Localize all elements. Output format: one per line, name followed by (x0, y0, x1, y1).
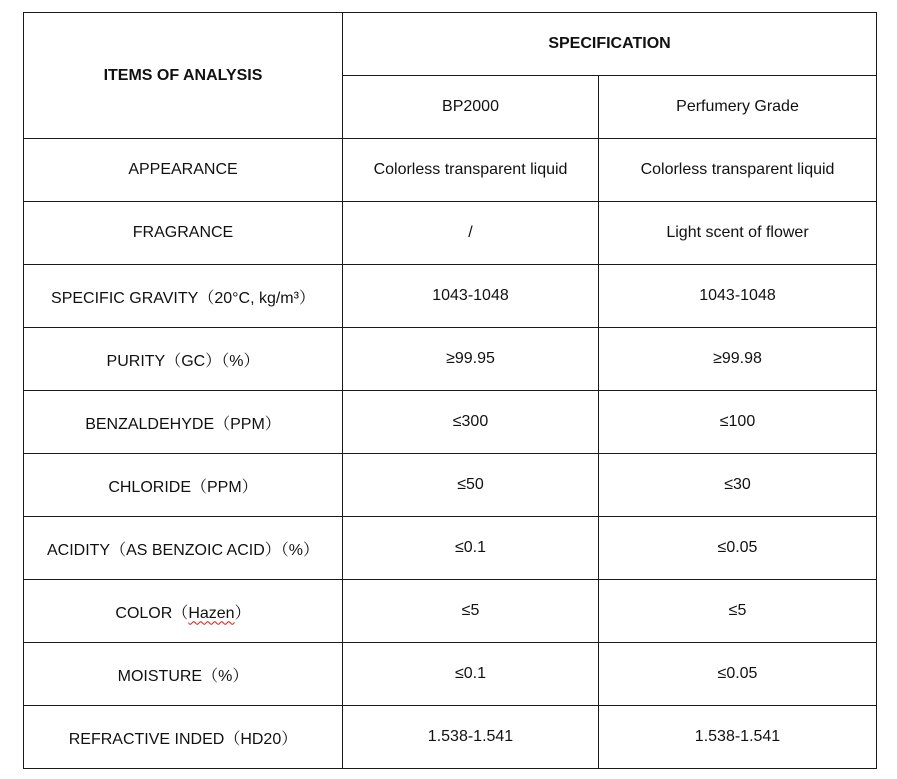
bp2000-cell: Colorless transparent liquid (343, 139, 599, 202)
table-row (24, 265, 877, 328)
perfumery-cell: Light scent of flower (599, 202, 877, 265)
table-row (24, 328, 877, 391)
perfumery-cell: ≤100 (599, 391, 877, 454)
table-row (24, 139, 877, 202)
specification-header: SPECIFICATION (343, 13, 877, 76)
perfumery-cell: ≤30 (599, 454, 877, 517)
table-row (24, 706, 877, 769)
bp2000-cell: 1043-1048 (343, 265, 599, 328)
table-row (24, 202, 877, 265)
bp2000-cell: ≤300 (343, 391, 599, 454)
perfumery-grade-column-header: Perfumery Grade (599, 76, 877, 139)
bp2000-cell: / (343, 202, 599, 265)
item-suffix: ） (234, 604, 251, 622)
item-cell: ACIDITY（AS BENZOIC ACID）（%） (24, 517, 343, 580)
table-row (24, 517, 877, 580)
bp2000-cell: ≥99.95 (343, 328, 599, 391)
item-cell (24, 580, 343, 643)
header-row-1 (24, 13, 877, 76)
perfumery-cell: ≤0.05 (599, 643, 877, 706)
bp2000-cell: 1.538-1.541 (343, 706, 599, 769)
item-cell: PURITY（GC）（%） (24, 328, 343, 391)
item-cell: APPEARANCE (24, 139, 343, 202)
perfumery-cell: ≤5 (599, 580, 877, 643)
perfumery-cell: Colorless transparent liquid (599, 139, 877, 202)
item-cell: REFRACTIVE INDED（HD20） (24, 706, 343, 769)
item-cell: FRAGRANCE (24, 202, 343, 265)
item-cell: SPECIFIC GRAVITY（20°C, kg/m³） (24, 265, 343, 328)
bp2000-column-header: BP2000 (343, 76, 599, 139)
table-row (24, 643, 877, 706)
perfumery-cell: 1043-1048 (599, 265, 877, 328)
item-cell: MOISTURE（%） (24, 643, 343, 706)
table-row (24, 454, 877, 517)
bp2000-cell: ≤0.1 (343, 517, 599, 580)
item-cell: CHLORIDE（PPM） (24, 454, 343, 517)
bp2000-cell: ≤50 (343, 454, 599, 517)
items-of-analysis-header: ITEMS OF ANALYSIS (24, 13, 343, 139)
item-prefix: COLOR（ (115, 604, 189, 622)
item-cell: BENZALDEHYDE（PPM） (24, 391, 343, 454)
hazen-text: Hazen (188, 604, 235, 622)
table-row (24, 391, 877, 454)
specification-table (23, 12, 877, 769)
bp2000-cell: ≤5 (343, 580, 599, 643)
table-row (24, 580, 877, 643)
perfumery-cell: ≤0.05 (599, 517, 877, 580)
perfumery-cell: ≥99.98 (599, 328, 877, 391)
bp2000-cell: ≤0.1 (343, 643, 599, 706)
perfumery-cell: 1.538-1.541 (599, 706, 877, 769)
